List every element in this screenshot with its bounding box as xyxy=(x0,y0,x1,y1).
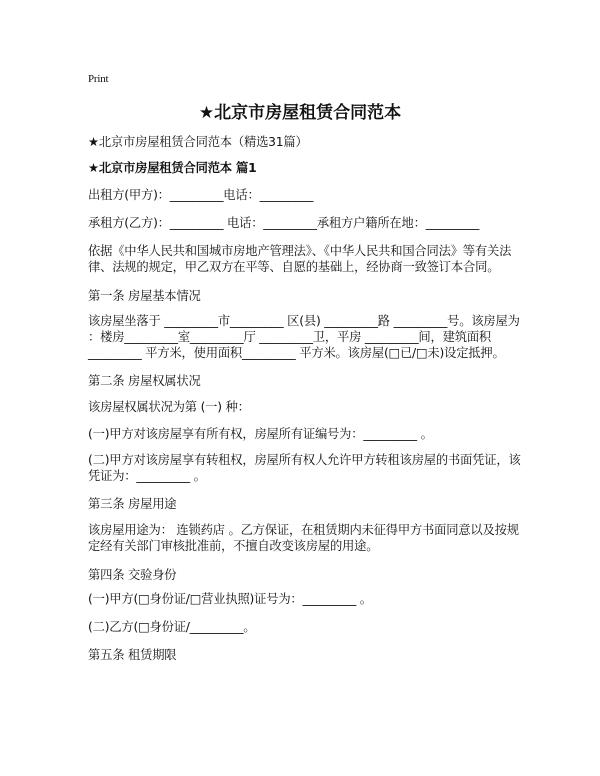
paragraph-ownership-2 xyxy=(88,452,521,484)
print-label: Print xyxy=(88,73,109,85)
line: 该房屋用途为： 连锁药店 。乙方保证，在租赁期内未征得甲方书面同意以及按规 xyxy=(88,523,519,537)
line: 定经有关部门审核批准前，不擅自改变该房屋的用途。 xyxy=(88,539,379,553)
paragraph-id-2 xyxy=(88,619,255,635)
article-1-heading xyxy=(88,288,201,304)
line: 律、法规的规定，甲乙双方在平等、自愿的基础上，经协商一致签订本合同。 xyxy=(88,260,500,274)
line: _________ 平方米，使用面积_________ 平方米。该房屋(□已/□未)设定抵押。 xyxy=(88,346,505,360)
line: 该房屋坐落于 _________市_________ 区(县) _________路 _________号。该房屋为 xyxy=(88,314,520,328)
article-3-heading xyxy=(88,496,176,512)
paragraph-location xyxy=(88,313,520,361)
article-2-heading xyxy=(88,373,201,389)
section-heading: ★北京市房屋租赁合同范本 篇1 xyxy=(88,161,257,175)
line: 第五条 租赁期限 xyxy=(88,648,177,662)
paragraph-ownership-1 xyxy=(88,426,433,442)
document-subtitle: ★北京市房屋租赁合同范本（精选31篇） xyxy=(88,135,308,149)
line: 第一条 房屋基本情况 xyxy=(88,289,201,303)
paragraph-basis xyxy=(88,243,511,275)
paragraph-ownership xyxy=(88,399,250,415)
line: 第四条 交验身份 xyxy=(88,568,177,582)
line: 该房屋权属状况为第 (一) 种： xyxy=(88,400,250,414)
document-title: ★北京市房屋租赁合同范本 xyxy=(198,103,402,123)
paragraph-lessee xyxy=(88,215,479,231)
paragraph-id-1 xyxy=(88,591,372,607)
line: 出租方(甲方)：_________电话：_________ xyxy=(88,188,314,202)
line: (二)乙方(□身份证/_________。 xyxy=(88,620,256,634)
paragraph-usage xyxy=(88,522,519,554)
line: 凭证为：_________ 。 xyxy=(88,469,206,483)
line: 依据《中华人民共和国城市房地产管理法》、《中华人民共和国合同法》等有关法 xyxy=(88,244,512,258)
article-4-heading xyxy=(88,567,176,583)
line: 承租方(乙方)：_________ 电话：_________承租方户籍所在地：_________ xyxy=(88,216,480,230)
line: 第二条 房屋权属状况 xyxy=(88,374,201,388)
line: 第三条 房屋用途 xyxy=(88,497,177,511)
paragraph-lessor xyxy=(88,187,313,203)
line: (二)甲方对该房屋享有转租权，房屋所有权人允许甲方转租该房屋的书面凭证，该 xyxy=(88,453,521,467)
line: (一)甲方对该房屋享有所有权，房屋所有证编号为：_________ 。 xyxy=(88,427,433,441)
line: (一)甲方(□身份证/□营业执照)证号为：_________ 。 xyxy=(88,592,372,606)
line: ：楼房_________室_________厅 _________卫，平房 _________间，建筑面积 xyxy=(88,330,492,344)
article-5-heading xyxy=(88,647,176,663)
